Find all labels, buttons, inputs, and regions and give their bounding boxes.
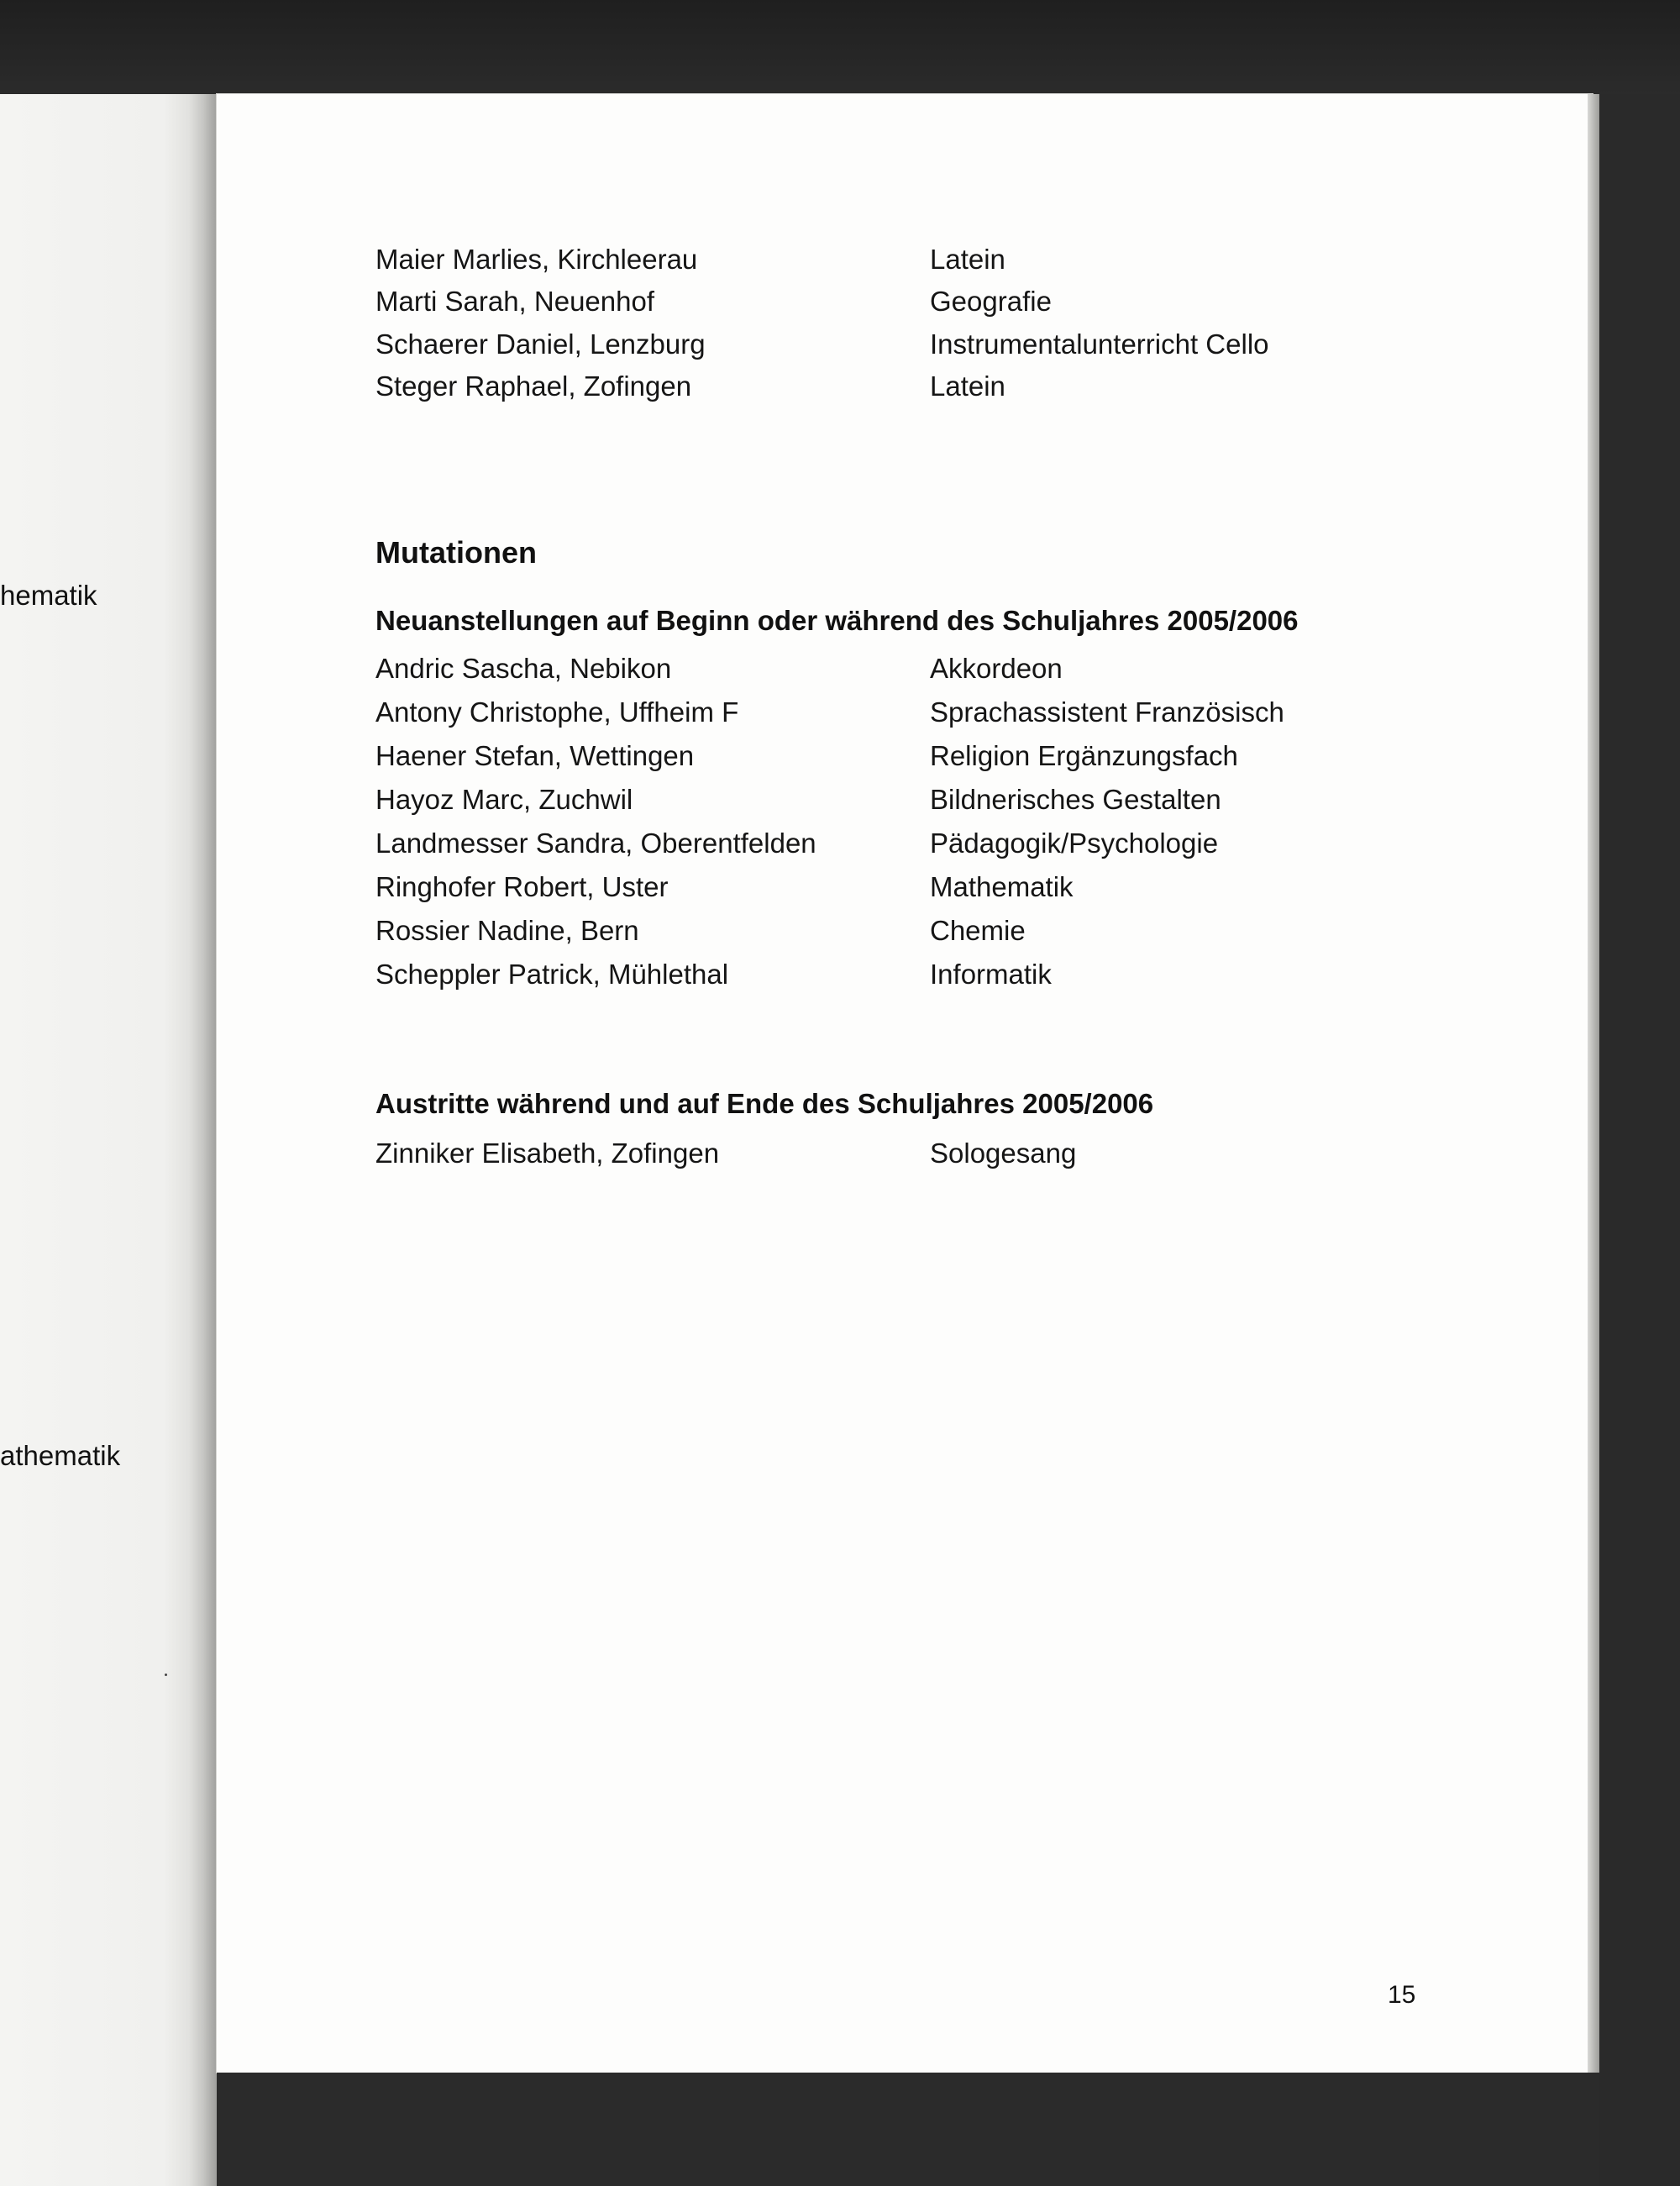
left-page	[0, 94, 218, 2186]
hire-name: Andric Sascha, Nebikon	[375, 653, 672, 684]
hire-subject: Akkordeon	[930, 653, 1063, 684]
staff-name: Steger Raphael, Zofingen	[375, 370, 692, 402]
scanner-background	[217, 2073, 1599, 2186]
departure-subject: Sologesang	[930, 1138, 1077, 1169]
hire-subject: Sprachassistent Französisch	[930, 696, 1284, 728]
staff-name: Maier Marlies, Kirchleerau	[375, 244, 698, 275]
hire-subject: Bildnerisches Gestalten	[930, 784, 1221, 815]
hire-name: Haener Stefan, Wettingen	[375, 740, 695, 771]
hire-name: Scheppler Patrick, Mühlethal	[375, 959, 729, 990]
section-title: Mutationen	[375, 535, 537, 570]
hire-name: Landmesser Sandra, Oberentfelden	[375, 828, 816, 859]
hire-subject: Chemie	[930, 915, 1026, 946]
staff-subject: Latein	[930, 370, 1005, 402]
staff-subject: Instrumentalunterricht Cello	[930, 328, 1269, 360]
hire-name: Rossier Nadine, Bern	[375, 915, 639, 946]
hire-name: Ringhofer Robert, Uster	[375, 871, 669, 902]
staff-subject: Geografie	[930, 286, 1052, 317]
hire-subject: Religion Ergänzungsfach	[930, 740, 1238, 771]
departure-name: Zinniker Elisabeth, Zofingen	[375, 1138, 720, 1169]
hire-subject: Mathematik	[930, 871, 1074, 902]
page-edge	[1588, 94, 1599, 2073]
staff-name: Schaerer Daniel, Lenzburg	[375, 328, 706, 360]
page-number: 15	[1388, 1981, 1416, 2009]
hire-name: Antony Christophe, Uffheim F	[375, 696, 739, 728]
hire-name: Hayoz Marc, Zuchwil	[375, 784, 633, 815]
hires-heading: Neuanstellungen auf Beginn oder während des Schuljahres 2005/2006	[375, 605, 1299, 636]
scanner-background	[0, 0, 1680, 94]
hire-subject: Pädagogik/Psychologie	[930, 828, 1219, 859]
hire-subject: Informatik	[930, 959, 1052, 990]
left-page-edge-text: athematik	[0, 1440, 121, 1471]
left-page-edge-text: hematik	[0, 580, 97, 611]
departures-heading: Austritte während und auf Ende des Schuljahres 2005/2006	[375, 1088, 1154, 1119]
staff-subject: Latein	[930, 244, 1005, 275]
staff-name: Marti Sarah, Neuenhof	[375, 286, 655, 317]
speck	[165, 1674, 167, 1676]
